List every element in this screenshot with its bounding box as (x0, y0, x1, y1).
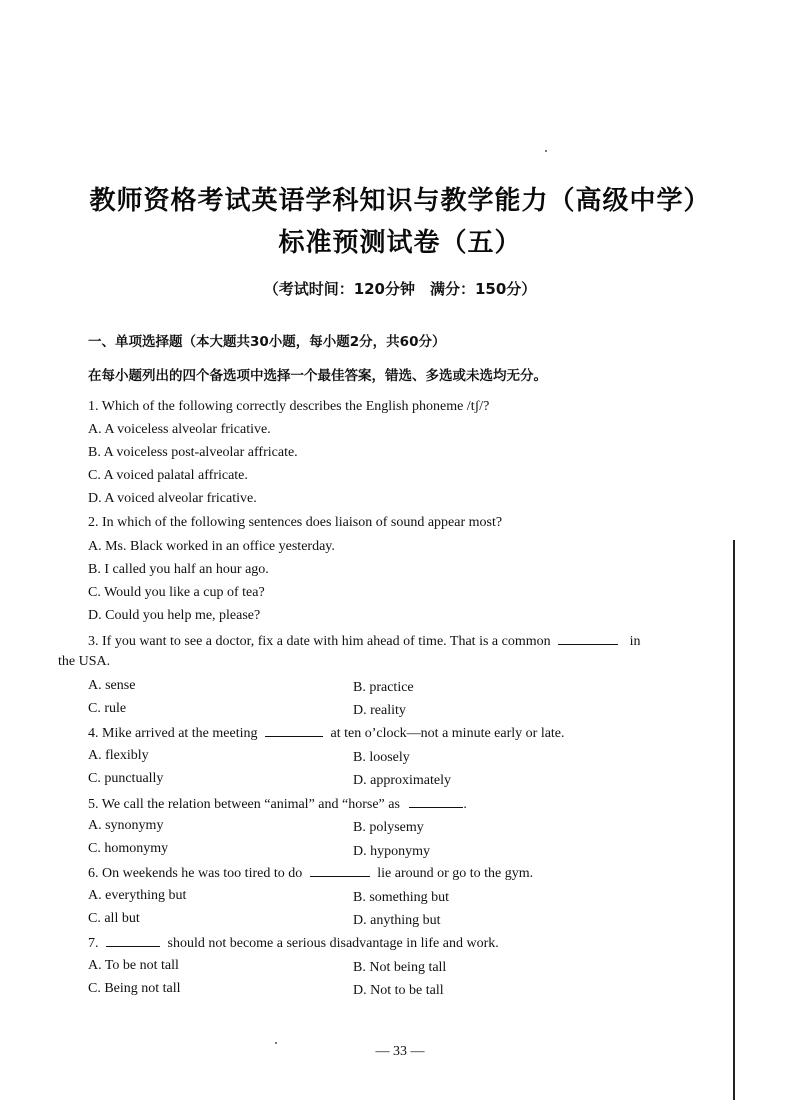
question-3-option-c: C. rule (88, 701, 127, 716)
question-2-option-a: A. Ms. Black worked in an office yesterday. (88, 539, 335, 554)
question-7-option-b: B. Not being tall (353, 960, 447, 975)
answer-blank (409, 795, 463, 808)
scan-speck (545, 150, 547, 152)
scan-edge-line (733, 540, 735, 1100)
answer-blank (265, 724, 323, 737)
question-7-stem (88, 934, 499, 953)
question-6-stem-text: 6. On weekends he was too tired to do (88, 866, 303, 881)
question-3-stem-text: 3. If you want to see a doctor, fix a date with him ahead of time. That is a common (88, 634, 551, 649)
answer-blank (558, 632, 618, 645)
question-3-stem-end: in (629, 634, 641, 649)
question-2-option-b: B. I called you half an hour ago. (88, 562, 269, 577)
section-instruction: 在每小题列出的四个备选项中选择一个最佳答案，错选、多选或未选均无分。 (88, 368, 547, 384)
question-7-option-c: C. Being not tall (88, 981, 181, 996)
question-4-stem (88, 724, 565, 743)
question-5-stem-end: . (463, 797, 467, 812)
question-7-option-d: D. Not to be tall (353, 983, 444, 998)
question-5-option-b: B. polysemy (353, 820, 424, 835)
question-4-option-a: A. flexibly (88, 748, 149, 763)
question-5-stem (88, 795, 467, 814)
question-5-stem-text: 5. We call the relation between “animal” and “horse” as (88, 797, 400, 812)
question-1-option-b: B. A voiceless post-alveolar affricate. (88, 445, 298, 460)
question-5-option-c: C. homonymy (88, 841, 169, 856)
question-6-stem (88, 864, 533, 883)
question-1-option-c: C. A voiced palatal affricate. (88, 468, 248, 483)
question-2-option-d: D. Could you help me, please? (88, 608, 261, 623)
answer-blank (310, 864, 370, 877)
question-5-option-d: D. hyponymy (353, 844, 430, 859)
question-6-stem-end: lie around or go to the gym. (377, 866, 534, 881)
question-6-option-b: B. something but (353, 890, 450, 905)
question-6-option-a: A. everything but (88, 888, 187, 903)
question-4-option-d: D. approximately (353, 773, 451, 788)
question-4-option-c: C. punctually (88, 771, 164, 786)
question-2-option-c: C. Would you like a cup of tea? (88, 585, 265, 600)
exam-title-line2: 标准预测试卷（五） (278, 228, 522, 258)
question-6-option-c: C. all but (88, 911, 140, 926)
question-7-stem-end: should not become a serious disadvantage in life and work. (167, 936, 499, 951)
question-1-stem: 1. Which of the following correctly describes the English phoneme /tʃ/? (88, 399, 490, 414)
question-7-stem-text: 7. (88, 936, 99, 951)
answer-blank (106, 934, 160, 947)
question-4-stem-text: 4. Mike arrived at the meeting (88, 726, 258, 741)
section-heading: 一、单项选择题（本大题共30小题，每小题2分，共60分） (88, 334, 446, 350)
question-3-stem-continuation: the USA. (58, 654, 111, 669)
question-4-option-b: B. loosely (353, 750, 410, 765)
question-5-option-a: A. synonymy (88, 818, 164, 833)
question-3-stem (88, 632, 641, 651)
question-7-option-a: A. To be not tall (88, 958, 179, 973)
exam-title-line1: 教师资格考试英语学科知识与教学能力（高级中学） (89, 186, 711, 216)
question-3-option-a: A. sense (88, 678, 136, 693)
scan-speck (275, 1042, 277, 1044)
question-3-option-d: D. reality (353, 703, 406, 718)
question-3-option-b: B. practice (353, 680, 414, 695)
exam-time-score: （考试时间：120分钟 满分：150分） (263, 280, 537, 298)
question-4-stem-end: at ten o’clock—not a minute early or late. (330, 726, 565, 741)
question-1-option-a: A. A voiceless alveolar fricative. (88, 422, 271, 437)
question-1-option-d: D. A voiced alveolar fricative. (88, 491, 257, 506)
question-2-stem: 2. In which of the following sentences does liaison of sound appear most? (88, 515, 503, 530)
page-number: — 33 — (375, 1044, 425, 1059)
question-6-option-d: D. anything but (353, 913, 441, 928)
